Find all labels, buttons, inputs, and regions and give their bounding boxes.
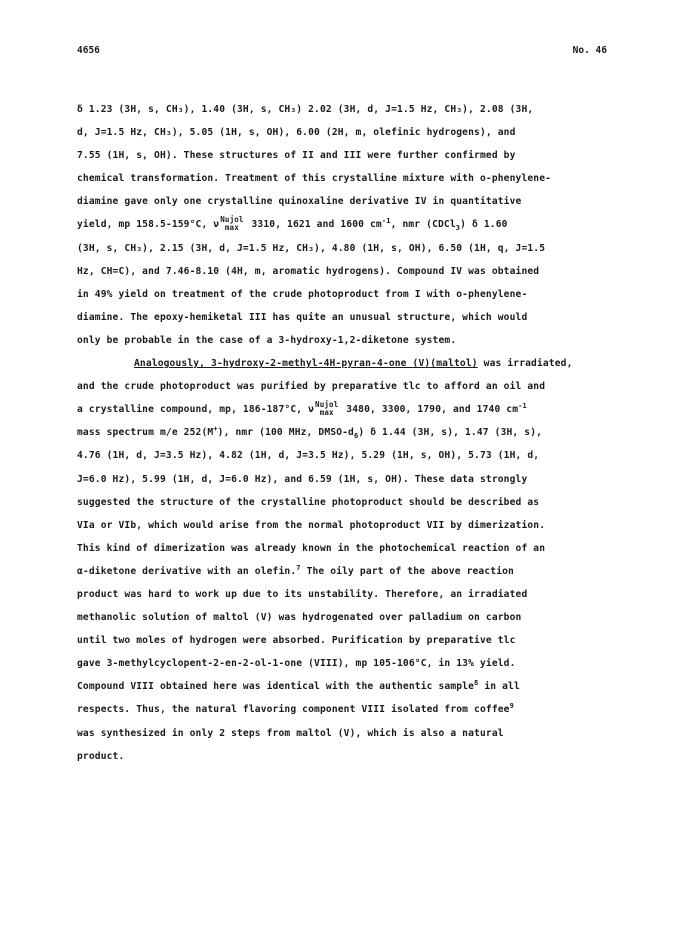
text-fragment: α-diketone derivative with an olefin. [77, 565, 297, 577]
superscript: + [213, 425, 218, 434]
text-line: Hz, CH=C), and 7.46-8.10 (4H, m, aromatic hydrogens). Compound IV was obtained [77, 265, 540, 277]
text-fragment: ) δ 1.44 (3H, s), 1.47 (3H, s), [358, 427, 543, 439]
text-fragment: 3310, 1621 and 1600 cm [245, 219, 382, 231]
text-line: J=6.0 Hz), 5.99 (1H, d, J=6.0 Hz), and 6.59 (1H, s, OH). These data strongly [77, 473, 528, 485]
text-line: chemical transformation. Treatment of this crystalline mixture with o-phenylene- [77, 173, 552, 185]
nujol-label: Nujol [220, 215, 244, 225]
compound-name: Analogously, 3-hydroxy-2-methyl-4H-pyran-4-one (V)(maltol) [134, 358, 478, 370]
text-line: only be probable in the case of a 3-hydroxy-1,2-diketone system. [77, 334, 457, 346]
text-fragment: ), nmr (100 MHz, DMSO-d [217, 427, 354, 439]
text-line: product was hard to work up due to its unstability. Therefore, an irradiated [77, 588, 528, 600]
text-line [77, 560, 612, 583]
text-line: until two moles of hydrogen were absorbed. Purification by preparative tlc [77, 635, 516, 647]
text-line [77, 675, 612, 698]
text-line: product. [77, 750, 125, 762]
issue-number: No. 46 [572, 45, 607, 56]
text-line: VIa or VIb, which would arise from the normal photoproduct VII by dimerization. [77, 519, 546, 531]
max-label: max [319, 408, 334, 418]
text-fragment: yield, mp 158.5-159°C, ν [77, 219, 220, 231]
text-line: in 49% yield on treatment of the crude photoproduct from I with o-phenylene- [77, 288, 528, 300]
text-line: methanolic solution of maltol (V) was hydrogenated over palladium on carbon [77, 612, 522, 624]
nujol-label: Nujol [315, 400, 339, 410]
page-number: 4656 [77, 45, 100, 56]
text-line: 7.55 (1H, s, OH). These structures of II and III were further confirmed by [77, 150, 516, 162]
subscript: 6 [353, 432, 359, 441]
text-line: d, J=1.5 Hz, CH₃), 5.05 (1H, s, OH), 6.00 (2H, m, olefinic hydrogens), and [77, 127, 516, 139]
text-fragment: in all [478, 681, 520, 693]
text-line [77, 213, 612, 236]
text-fragment: Compound VIII obtained here was identical with the authentic sample [77, 681, 475, 693]
nujol-max-stack [220, 216, 243, 232]
text-line: suggested the structure of the crystalline photoproduct should be described as [77, 496, 540, 508]
text-fragment: respects. Thus, the natural flavoring component VIII isolated from coffee [77, 704, 510, 716]
body-text [77, 98, 612, 768]
text-fragment: , nmr (CDCl [390, 219, 456, 231]
text-line [77, 352, 612, 375]
text-line: 4.76 (1H, d, J=3.5 Hz), 4.82 (1H, d, J=3.5 Hz), 5.29 (1H, s, OH), 5.73 (1H, d, [77, 450, 540, 462]
subscript: 3 [455, 224, 461, 233]
reference-mark: 7 [296, 563, 301, 572]
exponent: -1 [518, 402, 527, 411]
text-line [77, 398, 612, 421]
text-line: diamine gave only one crystalline quinoxaline derivative IV in quantitative [77, 196, 522, 208]
text-line: (3H, s, CH₃), 2.15 (3H, d, J=1.5 Hz, CH₃), 4.80 (1H, s, OH), 6.50 (1H, q, J=1.5 [77, 242, 546, 254]
text-fragment: The oily part of the above reaction [300, 565, 514, 577]
max-label: max [224, 223, 239, 233]
text-line: δ 1.23 (3H, s, CH₃), 1.40 (3H, s, CH₃) 2.02 (3H, d, J=1.5 Hz, CH₃), 2.08 (3H, [77, 104, 534, 115]
text-fragment: ) δ 1.60 [460, 219, 508, 231]
text-line: and the crude photoproduct was purified by preparative tlc to afford an oil and [77, 381, 546, 393]
text-fragment: a crystalline compound, mp, 186-187°C, ν [77, 404, 315, 416]
text-fragment: 3480, 3300, 1790, and 1740 cm [340, 404, 519, 416]
nujol-max-stack [315, 401, 338, 417]
text-line: This kind of dimerization was already known in the photochemical reaction of an [77, 542, 546, 554]
text-line: gave 3-methylcyclopent-2-en-2-ol-1-one (VIII), mp 105-106°C, in 13% yield. [77, 658, 516, 670]
exponent: -1 [381, 217, 391, 226]
text-fragment: was irradiated, [477, 358, 573, 370]
reference-mark: 9 [509, 702, 514, 711]
text-line: diamine. The epoxy-hemiketal III has quite an unusual structure, which would [77, 311, 528, 323]
text-line [77, 421, 612, 444]
text-fragment: mass spectrum m/e 252(M [77, 427, 214, 439]
text-line [77, 698, 612, 721]
reference-mark: 8 [474, 679, 479, 688]
text-line: was synthesized in only 2 steps from maltol (V), which is also a natural [77, 727, 504, 739]
